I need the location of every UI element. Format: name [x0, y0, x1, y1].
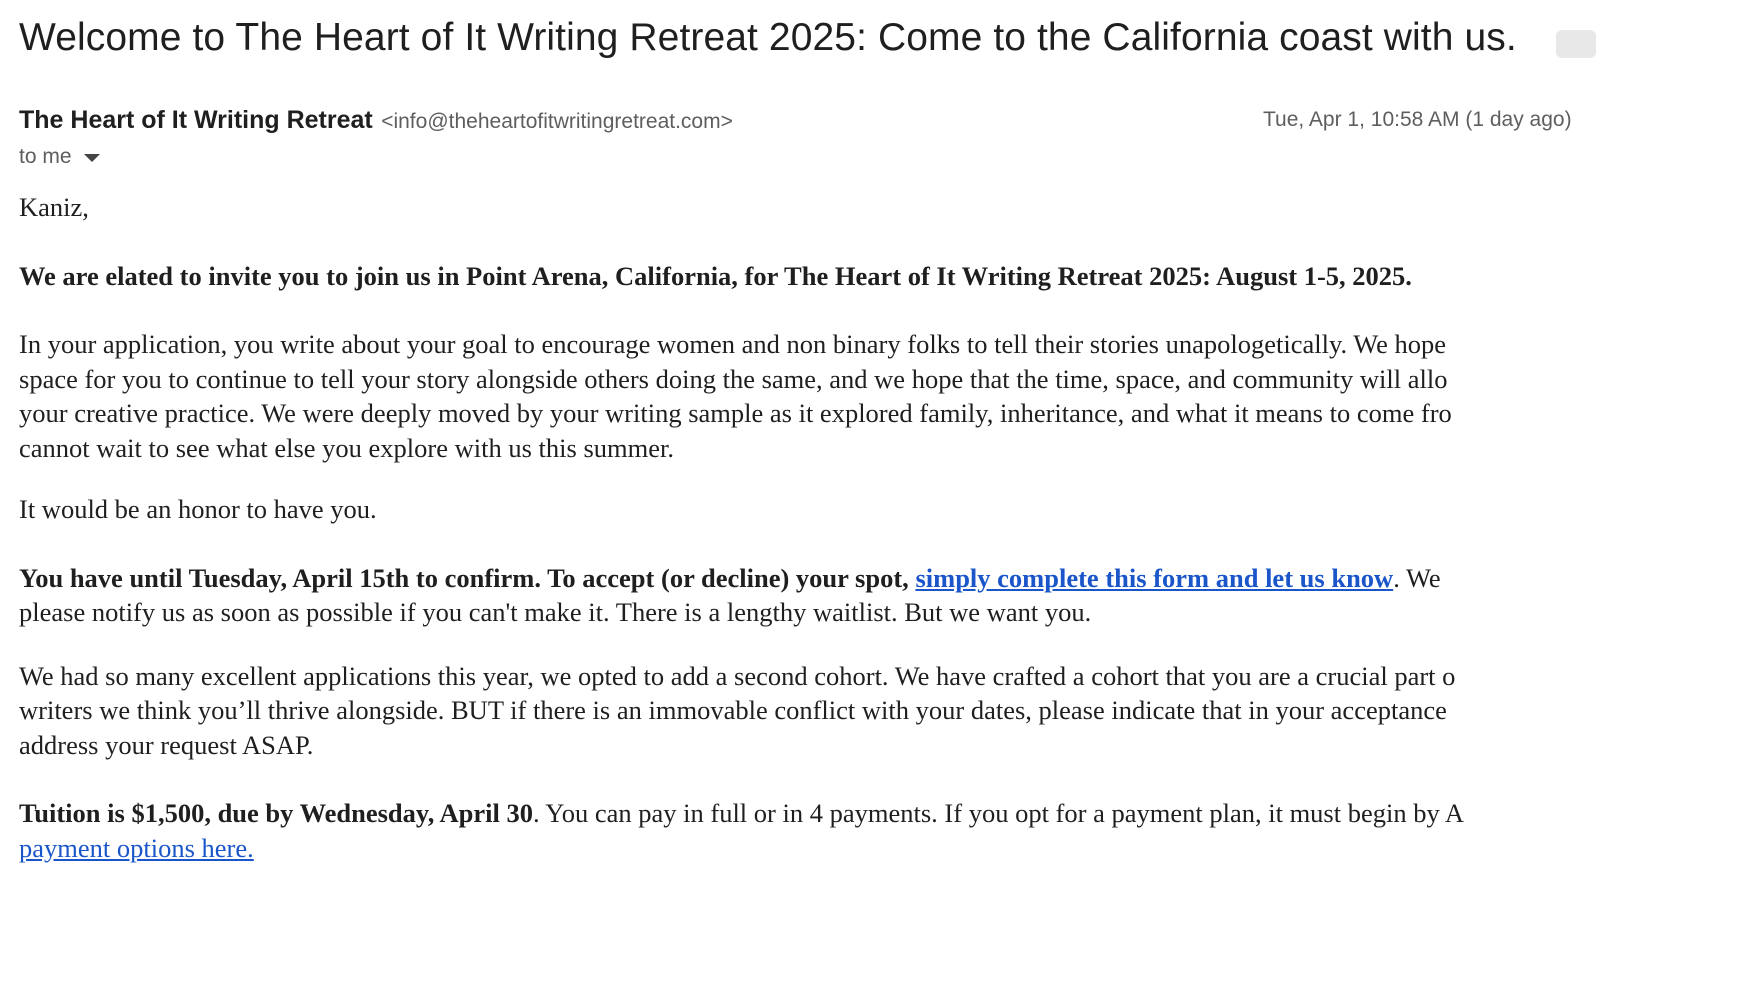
application-line-1: In your application, you write about your goal to encourage women and non binary folks to tell their stories unapologetically. We hope [19, 329, 1447, 359]
tuition-line-2 [19, 831, 1746, 866]
payment-options-link[interactable]: payment options here. [19, 832, 254, 863]
email-subject: Welcome to The Heart of It Writing Retreat 2025: Come to the California coast with us. [19, 16, 1517, 59]
tuition-paragraph [19, 796, 1746, 865]
email-date: Tue, Apr 1, 10:58 AM (1 day ago) [1263, 108, 1572, 131]
tuition-deadline-text: Tuition is $1,500, due by Wednesday, April 30 [19, 798, 533, 828]
greeting-text: Kaniz, [19, 192, 89, 222]
cohort-paragraph [19, 659, 1746, 763]
tuition-rest-text: . You can pay in full or in 4 payments. If you opt for a payment plan, it must begin by A [532, 798, 1465, 828]
sender-name[interactable]: The Heart of It Writing Retreat [19, 106, 373, 134]
recipient-label: to me [19, 145, 72, 168]
tuition-line-1 [19, 796, 1746, 831]
label-chip[interactable] [1556, 30, 1596, 58]
application-line-3: your creative practice. We were deeply moved by your writing sample as it explored family, inheritance, and what it means to come fro [19, 398, 1452, 428]
confirm-tail-text: . We [1393, 562, 1441, 593]
cohort-line-3: address your request ASAP. [19, 729, 314, 760]
confirm-line-2: please notify us as soon as possible if you can't make it. There is a lengthy waitlist. But we want you. [19, 597, 1092, 627]
email-body [19, 190, 1746, 865]
chevron-down-icon[interactable] [84, 154, 100, 162]
recipient-details-toggle[interactable] [19, 145, 100, 169]
application-line-2: space for you to continue to tell your story alongside others doing the same, and we hope that the time, space, and community will allo [19, 363, 1448, 394]
cohort-line-2: writers we think you’ll thrive alongside. BUT if there is an immovable conflict with your dates, please indicate that in your acceptance [19, 695, 1447, 725]
honor-paragraph [19, 492, 1746, 527]
confirm-form-link[interactable] [915, 563, 1393, 593]
application-paragraph [19, 327, 1746, 465]
invite-text: We are elated to invite you to join us in Point Arena, California, for The Heart of It Writing Retreat 2025: August 1-5, 2025. [19, 260, 1412, 291]
honor-text: It would be an honor to have you. [19, 494, 377, 524]
confirm-form-link-text: simply complete this form and let us know [915, 562, 1394, 593]
confirm-paragraph [19, 561, 1746, 630]
confirm-line-1 [19, 561, 1746, 596]
sender-row [19, 106, 733, 135]
cohort-line-1: We had so many excellent applications this year, we opted to add a second cohort. We have crafted a cohort that you are a crucial part o [19, 660, 1456, 691]
greeting [19, 190, 1746, 225]
sender-email: <info@theheartofitwritingretreat.com> [381, 110, 733, 133]
confirm-deadline-text: You have until Tuesday, April 15th to confirm. To accept (or decline) your spot, [19, 562, 916, 593]
invite-paragraph [19, 259, 1746, 294]
application-line-4: cannot wait to see what else you explore with us this summer. [19, 432, 675, 463]
